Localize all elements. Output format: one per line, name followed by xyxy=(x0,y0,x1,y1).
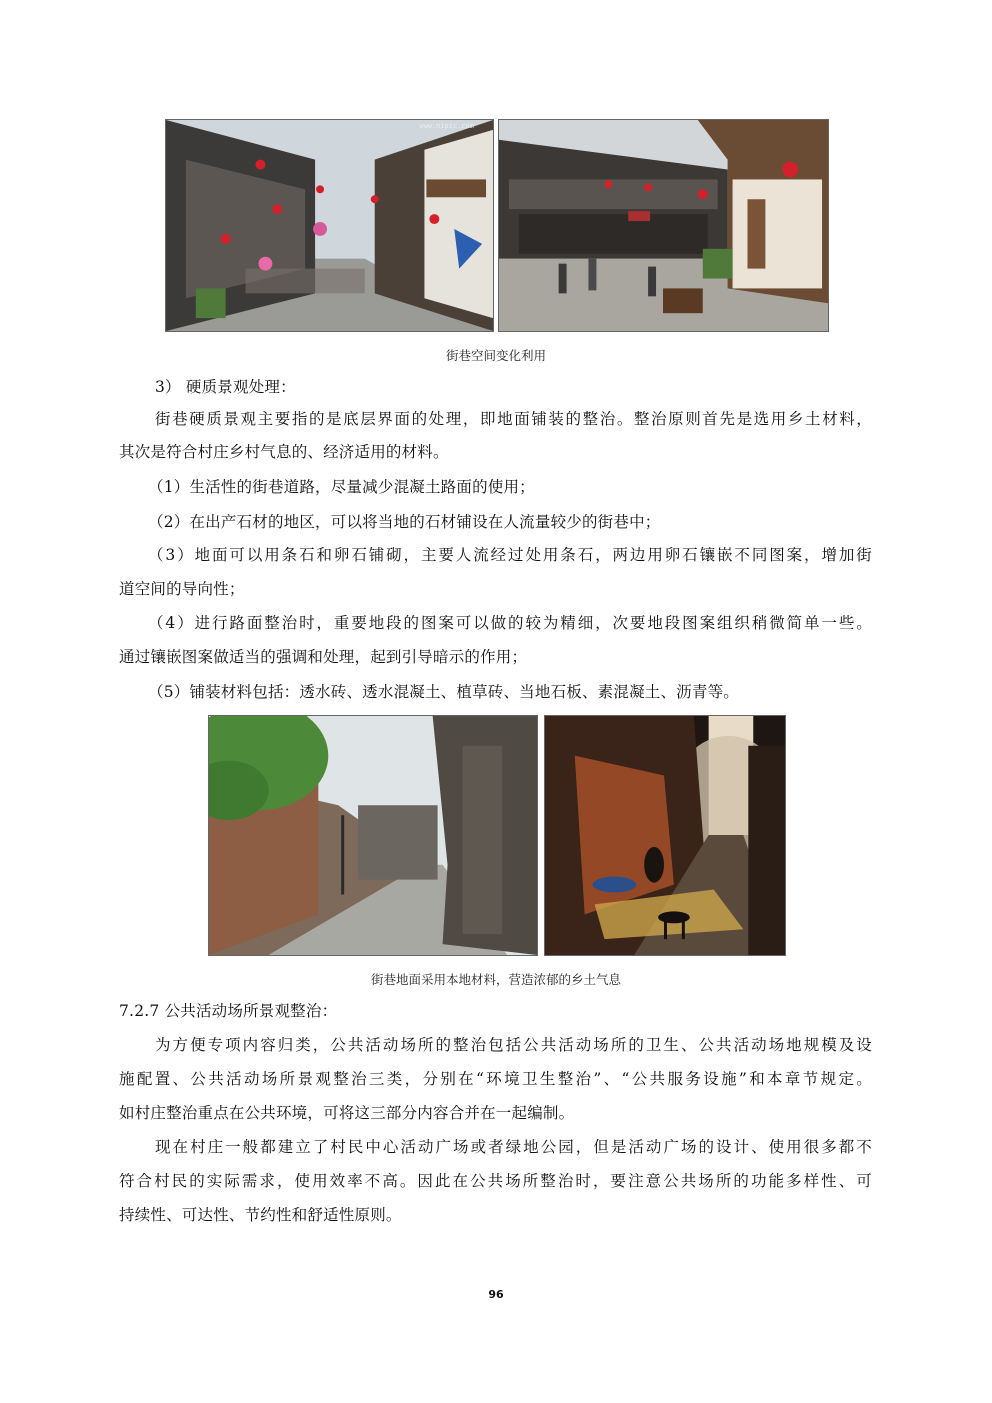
section-3-heading: 3） 硬质景观处理： xyxy=(155,378,296,396)
section-3-intro-line-1: 街巷硬质景观主要指的是底层界面的处理，即地面铺装的整治。整治原则首先是选用乡土材料， xyxy=(155,410,872,428)
list-item-4-line-1: （4）进行路面整治时，重要地段的图案可以做的较为精细，次要地段图案组织稍微简单一些。 xyxy=(148,614,872,632)
list-item-3-line-1: （3）地面可以用条石和卵石铺砌，主要人流经过处用条石，两边用卵石镶嵌不同图案，增加街 xyxy=(148,546,872,564)
list-item-3-line-2: 道空间的导向性； xyxy=(119,580,245,598)
photo-street-lanterns xyxy=(165,119,494,332)
figure-2-caption: 街巷地面采用本地材料，营造浓郁的乡土气息 xyxy=(370,972,621,987)
figure-1-caption: 街巷空间变化利用 xyxy=(445,348,546,363)
section-3-intro-line-2: 其次是符合村庄乡村气息的、经济适用的材料。 xyxy=(119,443,449,461)
section-727-heading: 7.2.7 公共活动场所景观整治： xyxy=(119,1002,338,1020)
photo-old-street-road xyxy=(208,715,538,956)
para-1-line-3: 如村庄整治重点在公共环境，可将这三部分内容合并在一起编制。 xyxy=(119,1104,575,1122)
para-2-line-3: 持续性、可达性、节约性和舒适性原则。 xyxy=(119,1206,402,1224)
para-1-line-1: 为方便专项内容归类，公共活动场所的整治包括公共活动场所的卫生、公共活动场地规模及设 xyxy=(155,1036,872,1054)
watermark-text: www.nipic.com xyxy=(419,121,474,130)
list-item-2: （2）在出产石材的地区，可以将当地的石材铺设在人流量较少的街巷中； xyxy=(148,513,661,531)
page-number: 96 xyxy=(488,1288,504,1301)
para-2-line-1: 现在村庄一般都建立了村民中心活动广场或者绿地公园，但是活动广场的设计、使用很多都不 xyxy=(155,1138,872,1156)
list-item-4-line-2: 通过镶嵌图案做适当的强调和处理，起到引导暗示的作用； xyxy=(119,648,528,666)
photo-stone-alley-sunlight xyxy=(544,715,786,956)
list-item-5: （5）铺装材料包括：透水砖、透水混凝土、植草砖、当地石板、素混凝土、沥青等。 xyxy=(148,683,739,701)
photo-street-square xyxy=(498,119,829,332)
para-1-line-2: 施配置、公共活动场所景观整治三类，分别在“环境卫生整治”、“公共服务设施”和本章节规定。 xyxy=(119,1070,872,1088)
list-item-1: （1）生活性的街巷道路，尽量减少混凝土路面的使用； xyxy=(148,478,535,496)
para-2-line-2: 符合村民的实际需求，使用效率不高。因此在公共场所整治时，要注意公共场所的功能多样性、可 xyxy=(119,1172,872,1190)
